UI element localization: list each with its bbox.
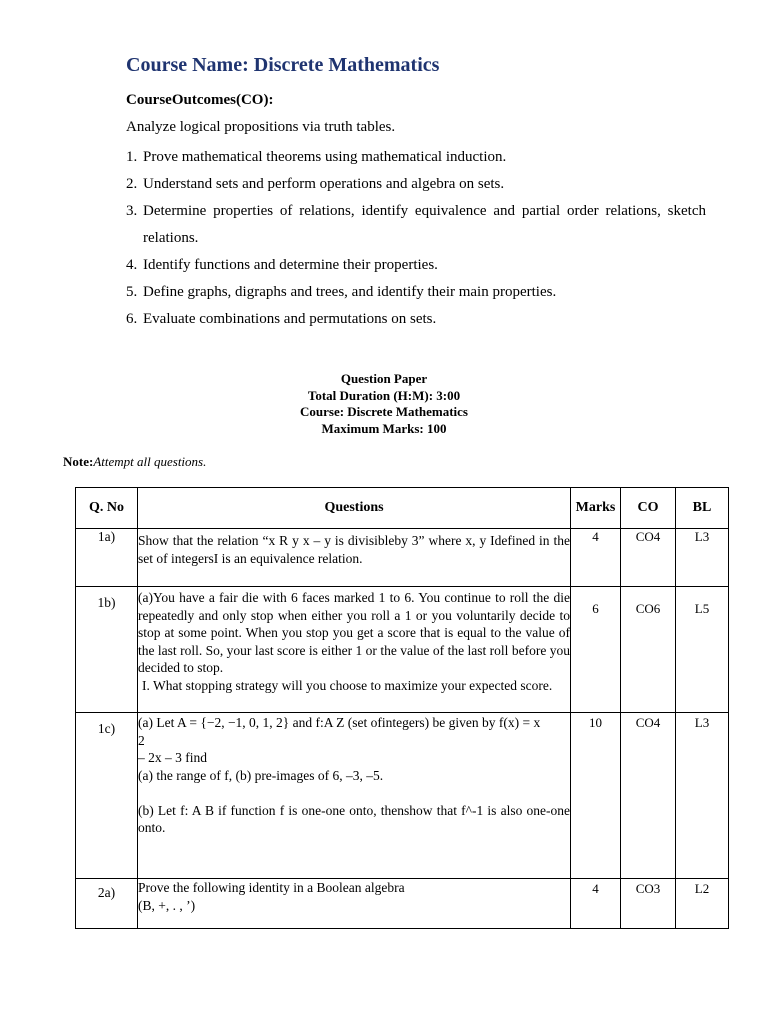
question-co: CO4	[621, 529, 676, 587]
outcome-text: Identify functions and determine their properties.	[143, 257, 438, 273]
question-marks: 4	[571, 529, 621, 587]
question-paper-header	[0, 371, 768, 437]
outcome-number: 6.	[126, 311, 138, 327]
header-bl: BL	[676, 488, 729, 529]
outcomes-list	[126, 144, 706, 333]
question-line: I. What stopping strategy will you choose to maximize your expected score.	[142, 677, 553, 693]
note-label: Note:	[63, 454, 94, 469]
question-line: (a) the range of f, (b) pre-images of 6, –3, –5.	[138, 767, 384, 783]
question-number: 1c)	[76, 713, 138, 879]
question-line: 2	[138, 732, 145, 748]
line-gap	[138, 784, 570, 802]
question-co: CO6	[621, 587, 676, 713]
course-title: Course Name: Discrete Mathematics	[126, 54, 440, 76]
table-row	[76, 713, 729, 879]
question-marks: 10	[571, 713, 621, 879]
outcome-item	[126, 252, 706, 279]
outcome-text: Define graphs, digraphs and trees, and identify their main properties.	[143, 284, 557, 300]
question-bl: L3	[676, 529, 729, 587]
question-marks: 6	[571, 587, 621, 713]
outcome-item	[126, 198, 706, 252]
table-row	[76, 587, 729, 713]
question-text	[138, 529, 571, 587]
question-line: (a)You have a fair die with 6 faces marked 1 to 6. You continue to roll the die repeatedly and only stop when either you roll a 1 or you voluntarily decide to stop at some point. When you stop you get a score that is equal to the value of the last roll. So, your last score is either 1 or the value of the last roll before you decided to stop.	[138, 590, 570, 675]
outcome-number: 1.	[126, 149, 138, 165]
outcome-item	[126, 171, 706, 198]
question-line: Show that the relation “x R y x – y is divisibleby 3” where x, y Idefined in the set of integersI is an equivalence relation.	[138, 533, 570, 566]
outcome-number: 2.	[126, 176, 138, 192]
question-bl: L5	[676, 587, 729, 713]
questions-table	[75, 487, 729, 929]
outcomes-intro: Analyze logical propositions via truth tables.	[126, 119, 396, 135]
paper-max-marks: Maximum Marks: 100	[321, 420, 447, 436]
question-number: 1b)	[76, 587, 138, 713]
outcome-number: 5.	[126, 284, 138, 300]
paper-course: Course: Discrete Mathematics	[300, 404, 468, 419]
question-line: – 2x – 3 find	[138, 750, 207, 765]
outcome-item	[126, 279, 706, 306]
outcomes-heading: CourseOutcomes(CO):	[126, 92, 274, 108]
outcome-number: 4.	[126, 257, 138, 273]
outcome-item	[126, 144, 706, 171]
outcome-item	[126, 306, 706, 333]
question-number: 1a)	[76, 529, 138, 587]
note-text: Attempt all questions.	[93, 454, 207, 469]
question-line: (b) Let f: A B if function f is one-one onto, thenshow that f^-1 is also one-one onto.	[138, 802, 570, 835]
question-text	[138, 713, 571, 879]
header-marks: Marks	[571, 488, 621, 529]
paper-title: Question Paper	[340, 371, 428, 386]
table-row	[76, 879, 729, 929]
question-co: CO3	[621, 879, 676, 929]
outcome-text: Determine properties of relations, identify equivalence and partial order relations, sketch relations.	[143, 203, 706, 246]
question-line: Prove the following identity in a Boolean algebra	[138, 880, 405, 895]
question-co: CO4	[621, 713, 676, 879]
header-qno: Q. No	[76, 488, 138, 529]
header-questions: Questions	[138, 488, 571, 529]
table-row	[76, 529, 729, 587]
question-bl: L3	[676, 713, 729, 879]
question-line: (a) Let A = {−2, −1, 0, 1, 2} and f:A Z (set ofintegers) be given by f(x) = x	[138, 715, 541, 730]
question-text	[138, 587, 571, 713]
paper-duration: Total Duration (H:M): 3:00	[307, 387, 461, 403]
outcome-text: Understand sets and perform operations and algebra on sets.	[143, 176, 505, 192]
question-number: 2a)	[76, 879, 138, 929]
table-header-row	[76, 488, 729, 529]
question-marks: 4	[571, 879, 621, 929]
outcome-text: Prove mathematical theorems using mathematical induction.	[143, 149, 507, 165]
question-text	[138, 879, 571, 929]
question-line: (B, +, . , ’)	[138, 897, 196, 913]
header-co: CO	[621, 488, 676, 529]
note	[63, 454, 206, 470]
question-bl: L2	[676, 879, 729, 929]
outcome-text: Evaluate combinations and permutations on sets.	[143, 311, 437, 327]
outcome-number: 3.	[126, 203, 138, 219]
